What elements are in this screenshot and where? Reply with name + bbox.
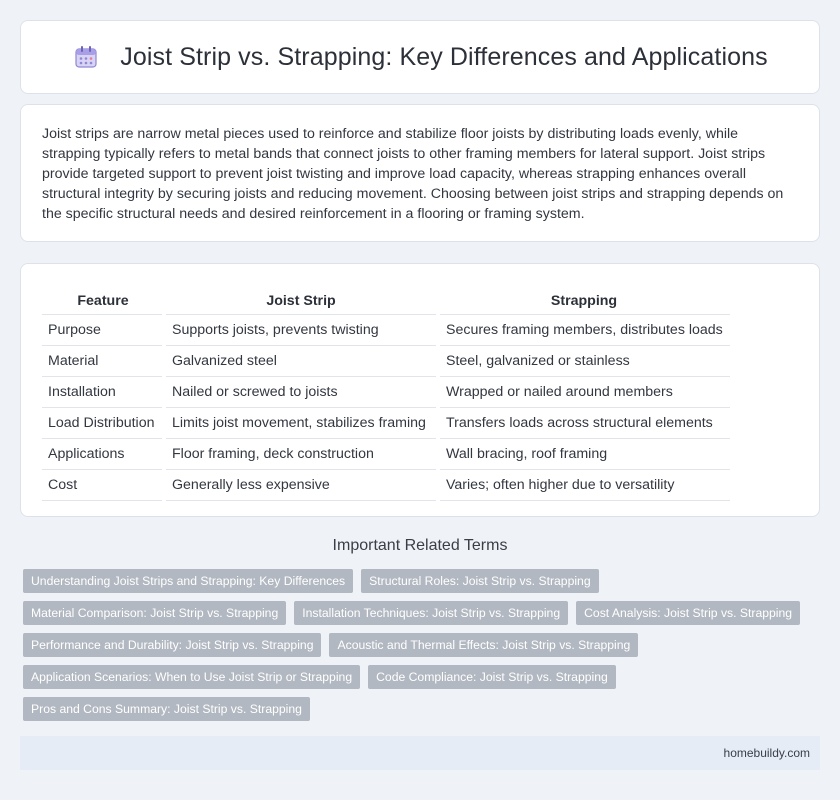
related-term-tag[interactable]: Understanding Joist Strips and Strapping: Key Differences <box>23 569 353 593</box>
page-title: Joist Strip vs. Strapping: Key Differences and Applications <box>120 42 768 71</box>
tag-row <box>23 665 823 689</box>
tag-row <box>23 633 823 657</box>
table-row <box>42 345 730 376</box>
intro-text: Joist strips are narrow metal pieces used to reinforce and stabilize floor joists by distributing loads evenly, while strapping typically refers to metal bands that connect joists to other framing members for lateral support. Joist strips provide targeted support to prevent joist twisting and improve load capacity, whereas strapping enhances overall structural integrity by securing joists and reducing movement. Choosing between joist strips and strapping depends on the specific structural needs and desired reinforcement in a flooring or framing system. <box>42 126 784 222</box>
table-cell: Wrapped or nailed around members <box>438 376 730 407</box>
footer <box>20 736 820 770</box>
related-term-tag[interactable]: Acoustic and Thermal Effects: Joist Strip vs. Strapping <box>329 633 638 657</box>
column-header-joist-strip: Joist Strip <box>164 284 438 314</box>
table-cell: Applications <box>42 438 164 469</box>
table-header-row <box>42 284 730 314</box>
related-term-tag[interactable]: Application Scenarios: When to Use Joist Strip or Strapping <box>23 665 360 689</box>
table-cell: Wall bracing, roof framing <box>438 438 730 469</box>
table-row <box>42 314 730 345</box>
tag-row <box>23 569 823 593</box>
table-cell: Steel, galvanized or stainless <box>438 345 730 376</box>
related-terms-title: Important Related Terms <box>332 537 508 554</box>
footer-site-link[interactable]: homebuildy.com <box>723 746 810 760</box>
table-cell: Varies; often higher due to versatility <box>438 469 730 500</box>
table-cell: Transfers loads across structural elements <box>438 407 730 438</box>
related-term-tag[interactable]: Code Compliance: Joist Strip vs. Strapping <box>368 665 616 689</box>
table-cell: Load Distribution <box>42 407 164 438</box>
page-header <box>20 20 820 94</box>
related-term-tag[interactable]: Cost Analysis: Joist Strip vs. Strapping <box>576 601 800 625</box>
related-term-tag[interactable]: Material Comparison: Joist Strip vs. Strapping <box>23 601 286 625</box>
comparison-table <box>42 284 730 501</box>
table-cell: Limits joist movement, stabilizes framing <box>164 407 438 438</box>
table-cell: Floor framing, deck construction <box>164 438 438 469</box>
related-term-tag[interactable]: Structural Roles: Joist Strip vs. Strapping <box>361 569 599 593</box>
table-cell: Nailed or screwed to joists <box>164 376 438 407</box>
tag-row <box>23 601 823 625</box>
calendar-icon <box>72 43 100 71</box>
table-cell: Secures framing members, distributes loads <box>438 314 730 345</box>
column-header-feature: Feature <box>42 284 164 314</box>
table-cell: Cost <box>42 469 164 500</box>
table-row <box>42 407 730 438</box>
table-cell: Purpose <box>42 314 164 345</box>
related-term-tag[interactable]: Performance and Durability: Joist Strip vs. Strapping <box>23 633 321 657</box>
related-terms-list <box>23 569 823 729</box>
column-header-strapping: Strapping <box>438 284 730 314</box>
related-term-tag[interactable]: Installation Techniques: Joist Strip vs. Strapping <box>294 601 568 625</box>
table-cell: Installation <box>42 376 164 407</box>
intro-card <box>20 104 820 242</box>
table-cell: Generally less expensive <box>164 469 438 500</box>
table-cell: Material <box>42 345 164 376</box>
tag-row <box>23 697 823 721</box>
comparison-card <box>20 263 820 517</box>
related-term-tag[interactable]: Pros and Cons Summary: Joist Strip vs. Strapping <box>23 697 310 721</box>
table-cell: Galvanized steel <box>164 345 438 376</box>
table-row <box>42 438 730 469</box>
table-cell: Supports joists, prevents twisting <box>164 314 438 345</box>
table-row <box>42 469 730 500</box>
table-row <box>42 376 730 407</box>
